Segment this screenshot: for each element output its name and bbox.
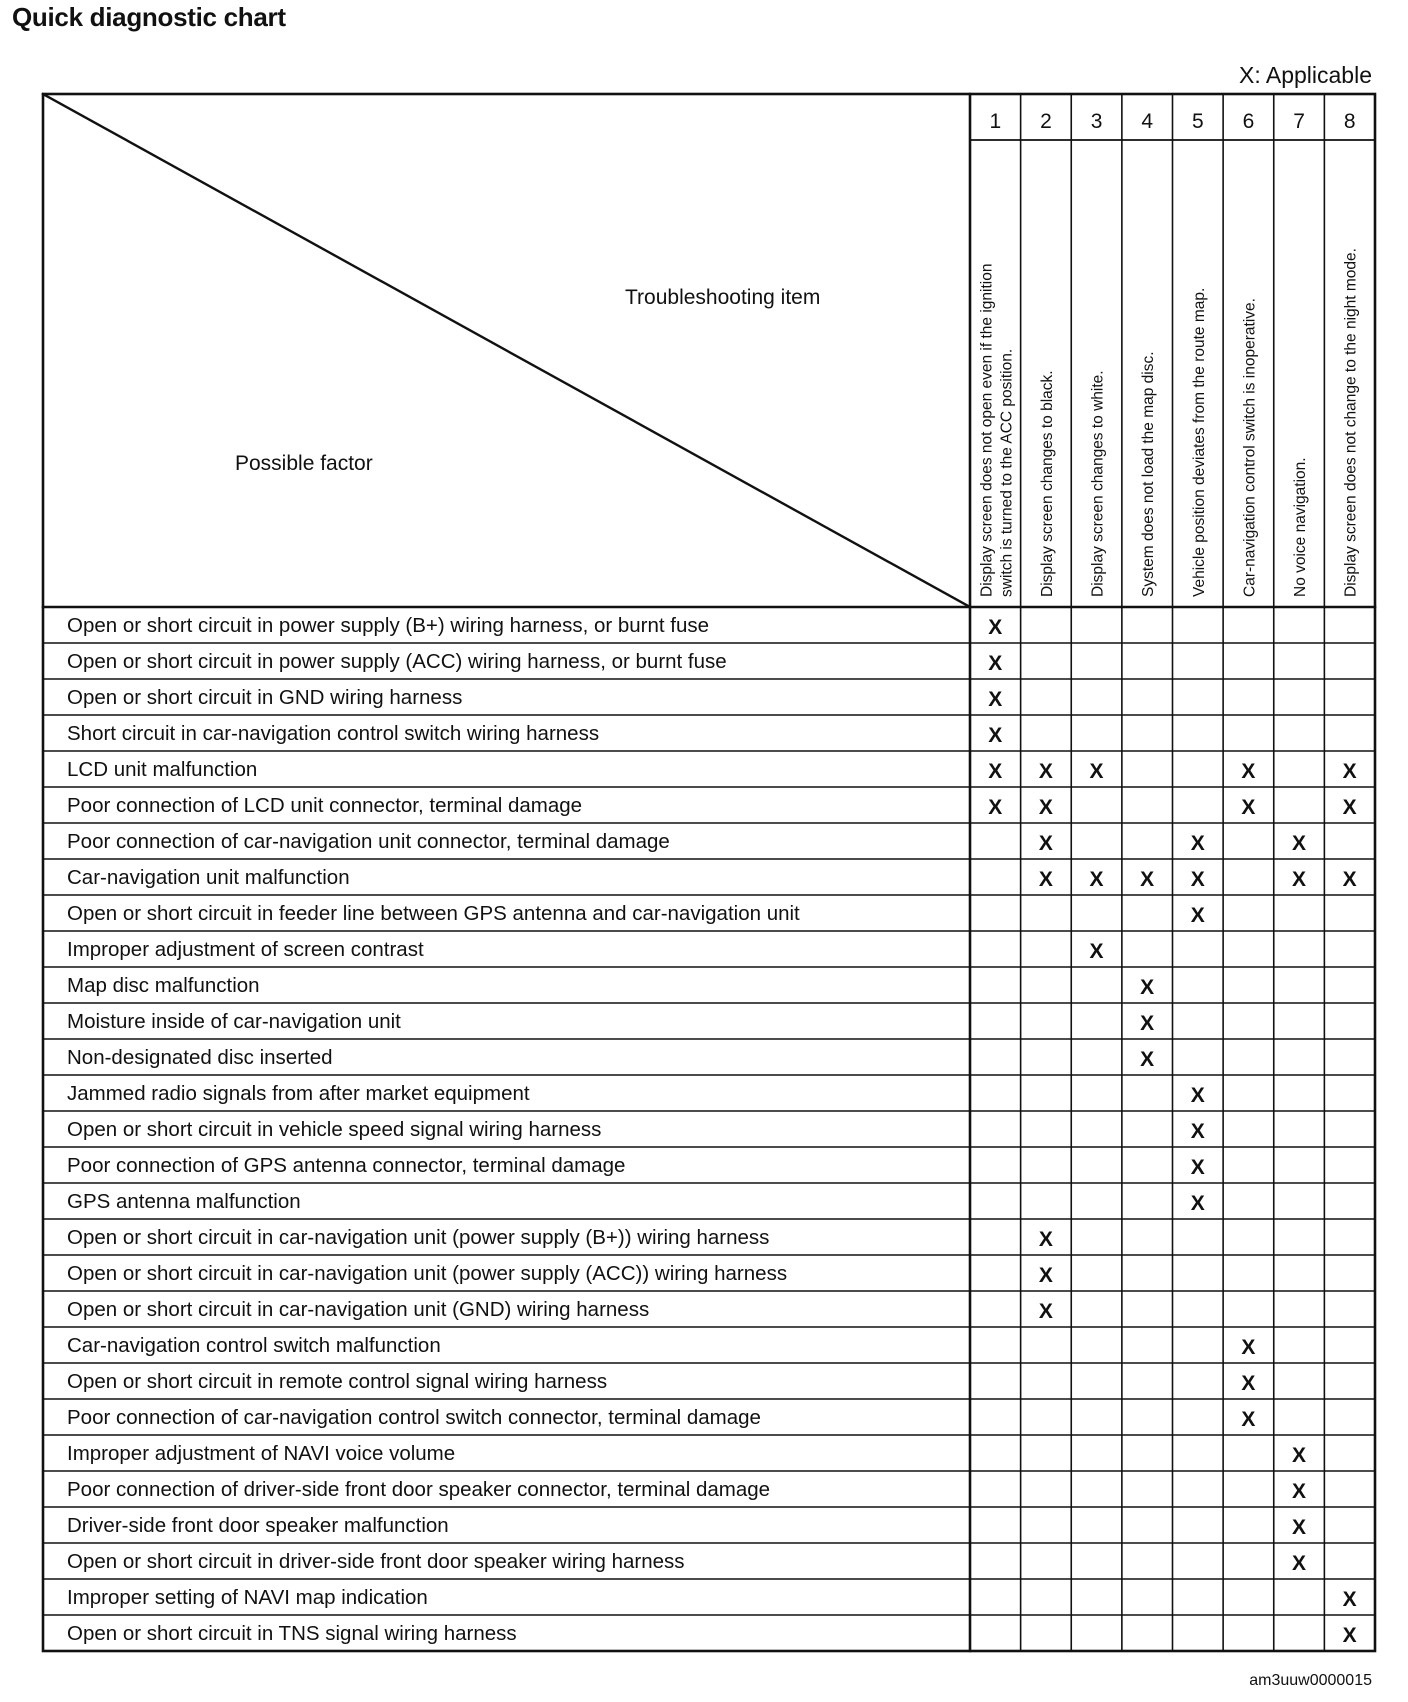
column-header-text: Display screen does not change to the night mode. <box>1342 248 1360 597</box>
applicable-mark: X <box>1342 868 1357 891</box>
column-number: 3 <box>1090 110 1103 133</box>
factor-label: Short circuit in car-navigation control switch wiring harness <box>67 722 600 745</box>
factor-label: Poor connection of GPS antenna connector, terminal damage <box>67 1154 626 1177</box>
applicable-mark: X <box>1140 868 1155 891</box>
applicable-mark: X <box>1292 832 1307 855</box>
applicable-mark: X <box>1038 868 1053 891</box>
column-header-text: Vehicle position deviates from the route map. <box>1190 287 1208 597</box>
applicable-mark: X <box>988 652 1003 675</box>
applicable-mark: X <box>1140 1048 1155 1071</box>
applicable-mark: X <box>1241 1336 1256 1359</box>
column-header-text: Display screen does not open even if the ignition <box>978 263 996 597</box>
column-header-text: Display screen changes to black. <box>1038 370 1056 597</box>
factor-label: Open or short circuit in remote control signal wiring harness <box>67 1370 608 1393</box>
legend-note: X: Applicable <box>1239 62 1372 88</box>
applicable-mark: X <box>1190 832 1205 855</box>
applicable-mark: X <box>1038 1300 1053 1323</box>
applicable-mark: X <box>1089 760 1104 783</box>
figure-code: am3uuw0000015 <box>1249 1672 1372 1689</box>
factor-label: GPS antenna malfunction <box>67 1190 301 1213</box>
applicable-mark: X <box>1140 1012 1155 1035</box>
factor-label: Open or short circuit in vehicle speed signal wiring harness <box>67 1118 602 1141</box>
applicable-mark: X <box>1342 1624 1357 1647</box>
column-header-label: Troubleshooting item <box>625 286 821 309</box>
applicable-mark: X <box>1241 796 1256 819</box>
factor-label: Improper adjustment of screen contrast <box>67 938 424 961</box>
factor-label: Open or short circuit in TNS signal wiring harness <box>67 1622 517 1645</box>
factor-label: Car-navigation control switch malfunction <box>67 1334 441 1357</box>
column-number: 5 <box>1191 110 1204 133</box>
applicable-mark: X <box>1292 1552 1307 1575</box>
column-number: 7 <box>1293 110 1305 133</box>
factor-label: Open or short circuit in power supply (B+) wiring harness, or burnt fuse <box>67 614 710 637</box>
factor-label: Poor connection of LCD unit connector, terminal damage <box>67 794 583 817</box>
factor-label: Open or short circuit in driver-side front door speaker wiring harness <box>67 1550 685 1573</box>
column-header-text: Car-navigation control switch is inoperative. <box>1241 298 1259 597</box>
applicable-mark: X <box>1190 868 1205 891</box>
applicable-mark: X <box>988 724 1003 747</box>
factor-label: Driver-side front door speaker malfunction <box>67 1514 449 1537</box>
applicable-mark: X <box>1292 1444 1307 1467</box>
factor-label: Poor connection of driver-side front door speaker connector, terminal damage <box>67 1478 771 1501</box>
page-title: Quick diagnostic chart <box>12 2 286 32</box>
applicable-mark: X <box>1241 1408 1256 1431</box>
factor-label: Non-designated disc inserted <box>67 1046 333 1069</box>
applicable-mark: X <box>1038 1264 1053 1287</box>
applicable-mark: X <box>1190 1084 1205 1107</box>
applicable-mark: X <box>1241 1372 1256 1395</box>
applicable-mark: X <box>1038 760 1053 783</box>
factor-label: Map disc malfunction <box>67 974 260 997</box>
applicable-mark: X <box>988 760 1003 783</box>
factor-label: Open or short circuit in car-navigation unit (power supply (B+)) wiring harness <box>67 1226 770 1249</box>
factor-label: Car-navigation unit malfunction <box>67 866 350 889</box>
column-number: 1 <box>989 110 1002 133</box>
applicable-mark: X <box>1190 1156 1205 1179</box>
column-header-text: No voice navigation. <box>1292 457 1310 597</box>
applicable-mark: X <box>1342 1588 1357 1611</box>
column-number: 4 <box>1141 110 1154 133</box>
applicable-mark: X <box>1292 1480 1307 1503</box>
factor-label: Jammed radio signals from after market equipment <box>67 1082 530 1105</box>
applicable-mark: X <box>1190 1120 1205 1143</box>
factor-label: Open or short circuit in power supply (ACC) wiring harness, or burnt fuse <box>67 650 727 673</box>
applicable-mark: X <box>1038 1228 1053 1251</box>
column-header-text: System does not load the map disc. <box>1140 351 1158 597</box>
corner-diagonal <box>43 94 970 607</box>
applicable-mark: X <box>1190 904 1205 927</box>
row-header-label: Possible factor <box>235 452 373 475</box>
applicable-mark: X <box>988 616 1003 639</box>
factor-label: Poor connection of car-navigation unit connector, terminal damage <box>67 830 670 853</box>
applicable-mark: X <box>1292 1516 1307 1539</box>
factor-label: Open or short circuit in car-navigation unit (GND) wiring harness <box>67 1298 650 1321</box>
applicable-mark: X <box>988 688 1003 711</box>
applicable-mark: X <box>1038 796 1053 819</box>
factor-label: Open or short circuit in car-navigation unit (power supply (ACC)) wiring harness <box>67 1262 788 1285</box>
factor-label: Moisture inside of car-navigation unit <box>67 1010 401 1033</box>
applicable-mark: X <box>988 796 1003 819</box>
applicable-mark: X <box>1038 832 1053 855</box>
column-header-text: switch is turned to the ACC position. <box>998 348 1016 597</box>
column-number: 6 <box>1242 110 1255 133</box>
applicable-mark: X <box>1089 868 1104 891</box>
factor-label: Open or short circuit in GND wiring harness <box>67 686 463 709</box>
factor-label: Improper setting of NAVI map indication <box>67 1586 428 1609</box>
column-number: 8 <box>1343 110 1356 133</box>
applicable-mark: X <box>1342 796 1357 819</box>
factor-label: Improper adjustment of NAVI voice volume <box>67 1442 456 1465</box>
factor-label: Poor connection of car-navigation control switch connector, terminal damage <box>67 1406 761 1429</box>
applicable-mark: X <box>1089 940 1104 963</box>
applicable-mark: X <box>1140 976 1155 999</box>
applicable-mark: X <box>1342 760 1357 783</box>
column-number: 2 <box>1040 110 1052 133</box>
applicable-mark: X <box>1292 868 1307 891</box>
factor-label: Open or short circuit in feeder line between GPS antenna and car-navigation unit <box>67 902 800 925</box>
column-header-text: Display screen changes to white. <box>1089 370 1107 597</box>
factor-label: LCD unit malfunction <box>67 758 258 781</box>
applicable-mark: X <box>1241 760 1256 783</box>
applicable-mark: X <box>1190 1192 1205 1215</box>
